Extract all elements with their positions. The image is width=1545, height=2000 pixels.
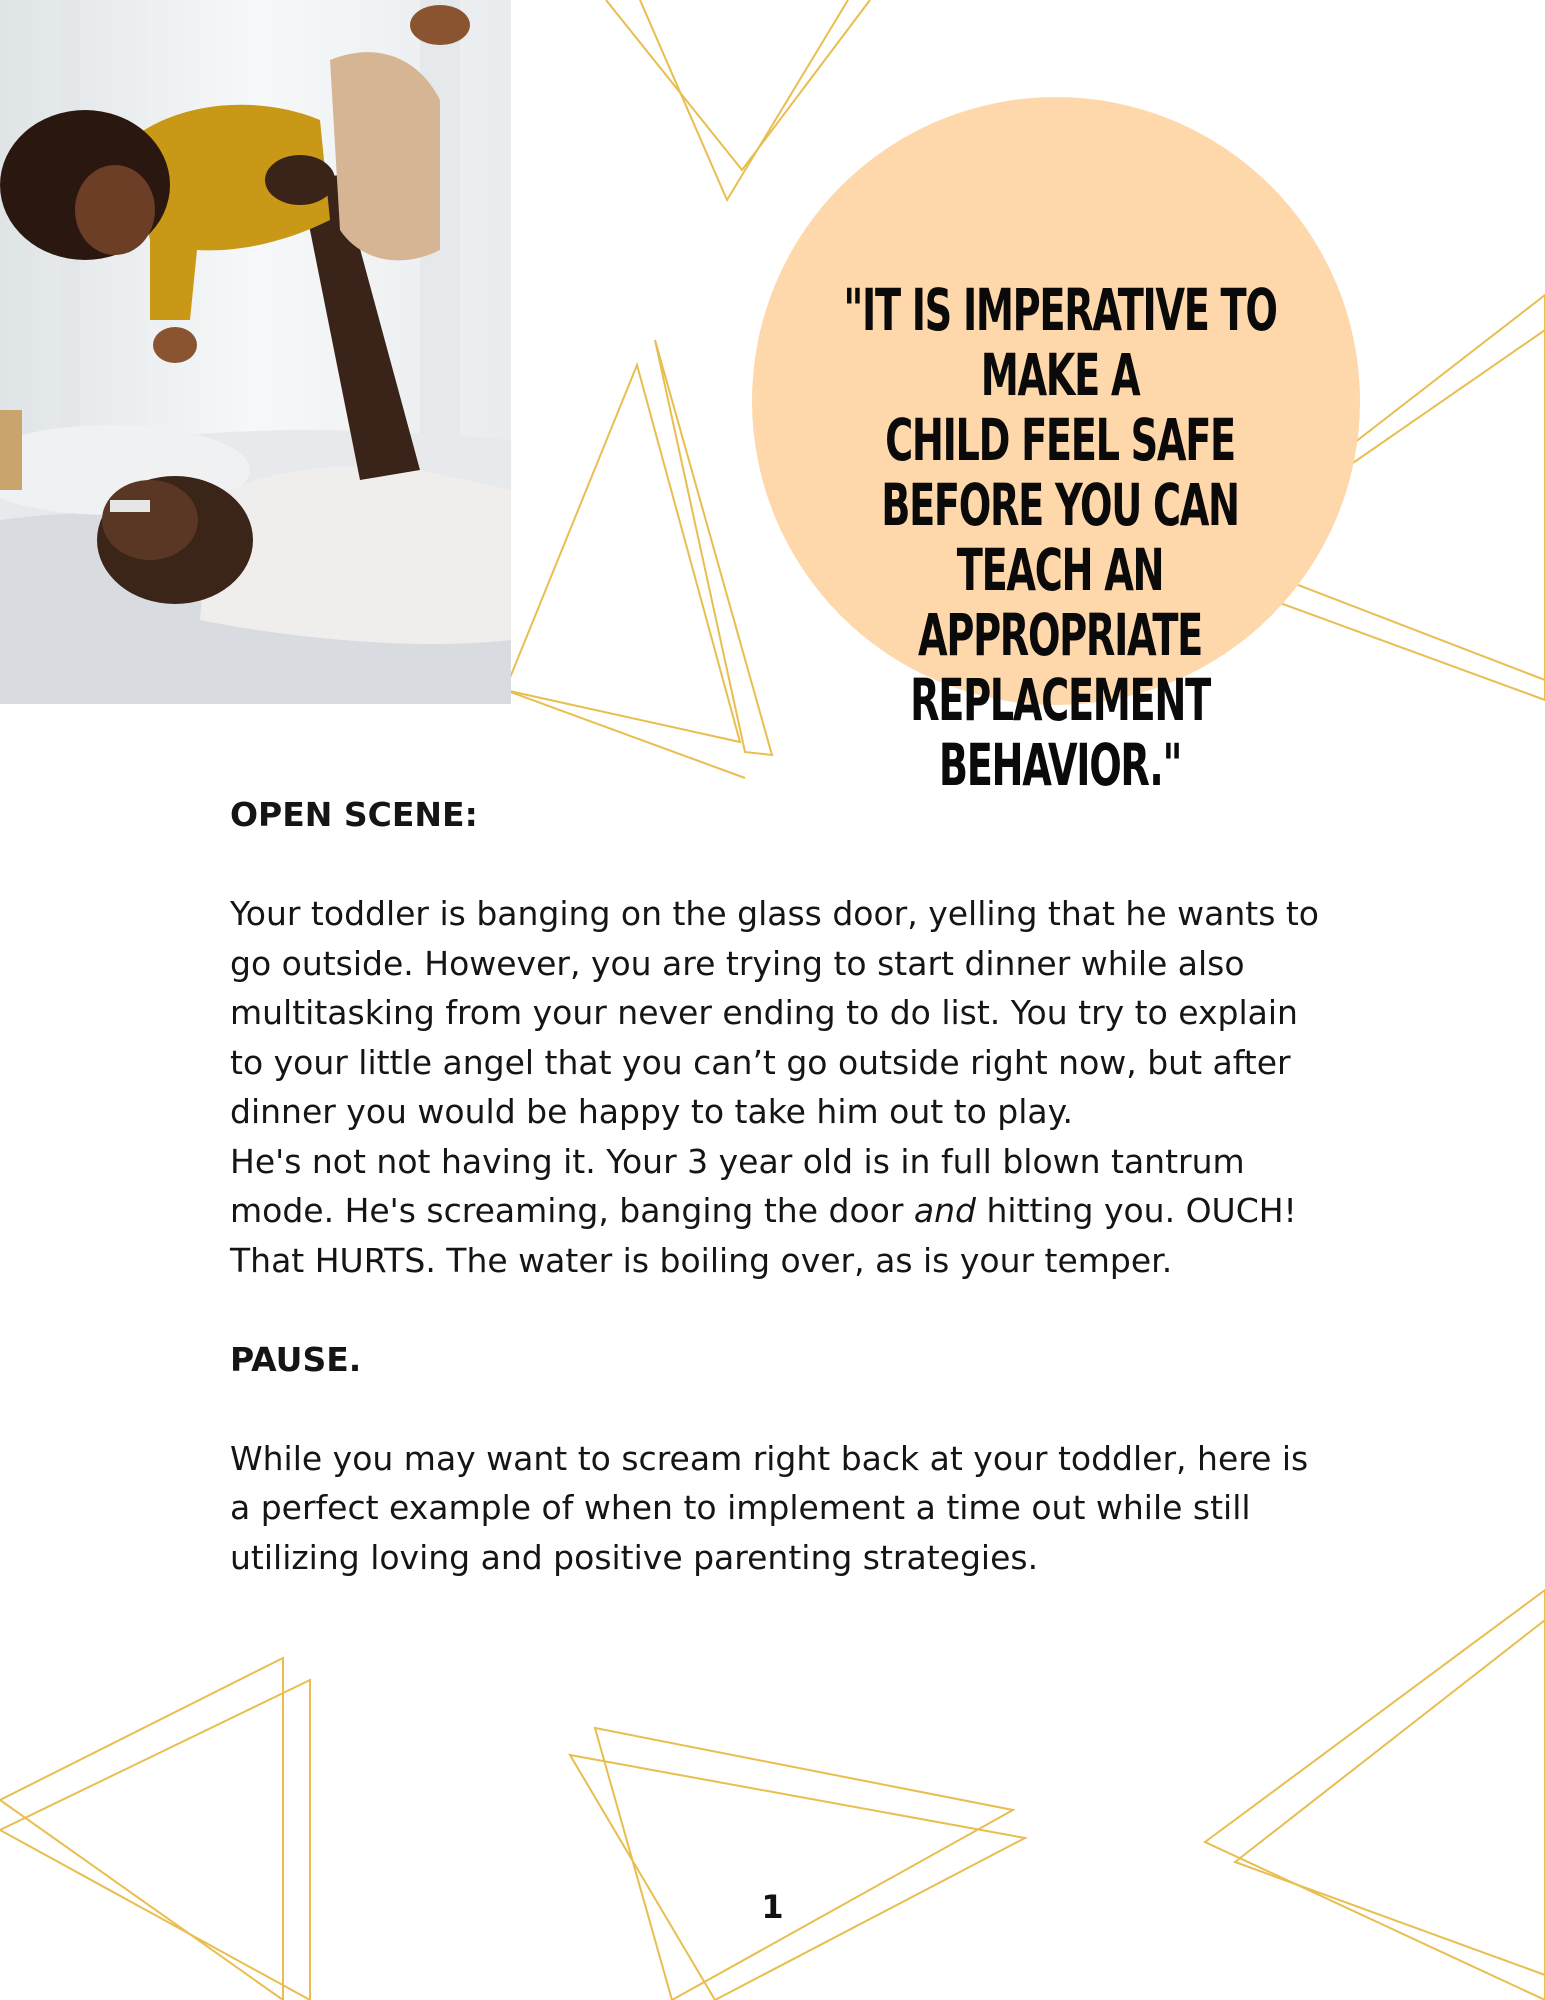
page-number: 1	[761, 1888, 784, 1926]
paragraph-line: utilizing loving and positive parenting strategies.	[230, 1537, 1039, 1577]
paragraph-line: go outside. However, you are trying to start dinner while also	[230, 943, 1245, 983]
paragraph-line: dinner you would be happy to take him out to play.	[230, 1092, 1073, 1131]
text-run: mode. He's screaming, banging the door	[230, 1191, 914, 1230]
emphasis-text: and	[913, 1191, 976, 1230]
paragraph-line: a perfect example of when to implement a time out while still	[230, 1488, 1251, 1527]
triangle-outline	[606, 0, 870, 170]
section-heading-open-scene: OPEN SCENE:	[230, 795, 478, 834]
paragraph-line: While you may want to scream right back at your toddler, here is	[230, 1438, 1309, 1478]
paragraph-line: Your toddler is banging on the glass door, yelling that he wants to	[230, 894, 1319, 933]
paragraph-line: That HURTS. The water is boiling over, as is your temper.	[230, 1240, 1173, 1280]
paragraph-line: He's not not having it. Your 3 year old is in full blown tantrum	[230, 1141, 1245, 1181]
triangle-outline	[505, 690, 745, 778]
text-run: hitting you. OUCH!	[975, 1191, 1297, 1230]
triangle-outline	[595, 1728, 1013, 2000]
paragraph-line	[230, 1186, 1340, 1236]
triangle-outline	[640, 0, 848, 200]
triangle-outline	[570, 1755, 1025, 2000]
photo-father-lifting-toddler	[0, 0, 511, 704]
paragraph-line: multitasking from your never ending to do list. You try to explain	[230, 993, 1298, 1032]
pull-quote: "IT IS IMPERATIVE TO MAKE A CHILD FEEL SAFE BEFORE YOU CAN TEACH AN APPROPRIATE REPLACEMENT BEHAVIOR."	[843, 276, 1277, 799]
triangle-outline	[505, 365, 740, 742]
main-content	[230, 790, 1340, 1582]
triangle-outline	[0, 1658, 283, 2000]
triangle-outline	[0, 1680, 310, 2000]
paragraph-line: to your little angel that you can’t go outside right now, but after	[230, 1042, 1291, 1082]
hero-photo	[0, 0, 511, 704]
section-heading-pause: PAUSE.	[230, 1339, 362, 1379]
triangle-outline	[1205, 1590, 1545, 2000]
